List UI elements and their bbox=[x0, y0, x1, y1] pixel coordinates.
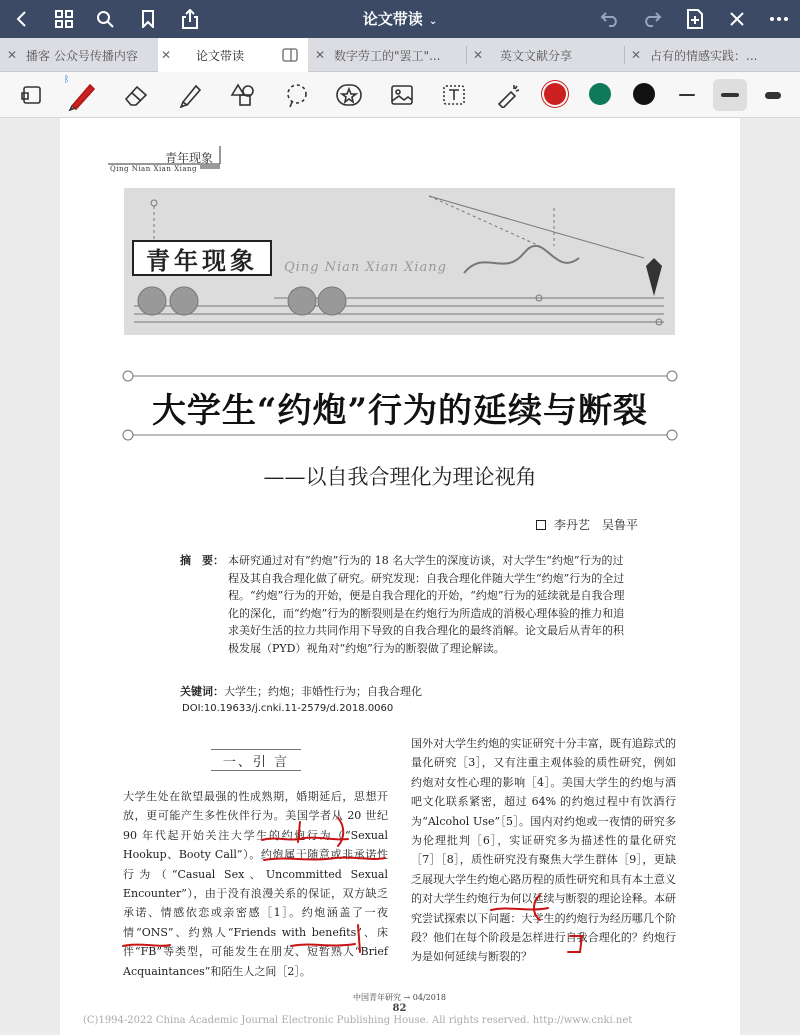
tab-label: 占有的情感实践：... bbox=[650, 48, 758, 63]
chevron-down-icon: ⌄ bbox=[428, 16, 438, 27]
text-tool-button[interactable] bbox=[438, 79, 470, 111]
page-footer bbox=[353, 992, 446, 1014]
banner-title: 青年现象 bbox=[132, 240, 272, 276]
tab-digital-labor[interactable] bbox=[312, 38, 462, 72]
close-icon bbox=[728, 10, 746, 28]
chevron-left-icon bbox=[14, 10, 30, 28]
tab-paper-reading[interactable] bbox=[158, 38, 308, 72]
redo-icon bbox=[642, 11, 662, 27]
grid-view-button[interactable] bbox=[50, 5, 78, 33]
laser-pointer-button[interactable] bbox=[492, 79, 524, 111]
redo-button[interactable] bbox=[638, 5, 666, 33]
page-number: 82 bbox=[392, 1003, 407, 1014]
author-box-icon bbox=[536, 520, 546, 530]
line-width-swatch bbox=[721, 93, 739, 97]
share-button[interactable] bbox=[176, 5, 204, 33]
footer-journal: 中国青年研究 → 04/2018 bbox=[353, 993, 447, 1002]
share-icon bbox=[181, 9, 199, 29]
line-width-swatch bbox=[765, 92, 781, 99]
tab-label: 播客 公众号传播内容 bbox=[26, 48, 138, 63]
sticker-icon bbox=[335, 83, 363, 107]
abstract-text: 本研究通过对有“约炮”行为的 18 名大学生的深度访谈，对大学生“约炮”行为的过程及其自我合理化做了研究。研究发现：自我合理化伴随大学生“约炮”行为的全过程。“约炮”行为的开始，便是自我合理化的开始，“约炮”行为的延续就是自我合理化的深化，而“约炮”行为的断裂则是在约炮行为所造成的消极心理体验的推力和追求美好生活的拉力共同作用下导致的自我合理化的最终消解。论文最后从青年的积极发展（PYD）视角对“约炮”行为的断裂做了理论解读。 bbox=[228, 554, 625, 655]
tab-close-icon[interactable]: ✕ bbox=[160, 48, 172, 62]
line-width-swatch bbox=[679, 94, 695, 96]
pen-icon bbox=[66, 79, 98, 111]
image-tool-button[interactable] bbox=[386, 79, 418, 111]
back-button[interactable] bbox=[8, 5, 36, 33]
paper-title: 大学生“约炮”行为的延续与断裂 bbox=[151, 391, 649, 431]
copyright-line: (C)1994-2022 China Academic Journal Electronic Publishing House. All rights reserved. http://www.cnki.net bbox=[83, 1015, 633, 1026]
body-column-right: 国外对大学生约炮的实证研究十分丰富，既有追踪式的量化研究［3］，又有注重主观体验的质性研究，例如约炮对女性心理的影响［4］。美国大学生的约炮与酒吧文化联系紧密，超过 64% 的约炮过程中有饮酒行为“Alcohol Use”［5］。国内对约炮或一夜情的研究多为伦理批判［6］，实证研究多为描述性的量化研究［7］［8］，质性研究没有聚焦大学生群体［9］，更缺乏展现大学生约炮心路历程的质性研究和具有本土意义的对大学生约炮行为何以延续与断裂的理论诠释。本研究尝试探索以下问题：大学生的约炮行为经历哪几个阶段？他们在每个阶段是怎样进行自我合理化的？约炮行为是如何延续与断裂的？ bbox=[411, 737, 676, 964]
read-mode-icon bbox=[21, 85, 43, 105]
keywords-text: 大学生；约炮；非婚性行为；自我合理化 bbox=[224, 685, 422, 698]
undo-button[interactable] bbox=[596, 5, 624, 33]
line-width-thin[interactable] bbox=[670, 79, 704, 111]
drawing-toolbar bbox=[0, 72, 800, 118]
section-tag-pinyin: Qing Nian Xian Xiang bbox=[110, 165, 197, 173]
search-button[interactable] bbox=[91, 5, 119, 33]
tab-separator bbox=[466, 46, 467, 64]
search-icon bbox=[96, 10, 114, 28]
abstract-block bbox=[180, 552, 630, 658]
tab-label: 论文带读 bbox=[196, 48, 245, 63]
paper-subtitle: ——以自我合理化为理论视角 bbox=[263, 465, 537, 489]
keywords-line bbox=[180, 683, 422, 699]
bookmark-button[interactable] bbox=[134, 5, 162, 33]
bluetooth-icon: ᛒ bbox=[64, 75, 70, 85]
line-width-thick[interactable] bbox=[756, 79, 790, 111]
add-page-button[interactable] bbox=[681, 5, 709, 33]
tab-close-icon[interactable]: ✕ bbox=[314, 48, 326, 62]
text-box-icon bbox=[442, 84, 466, 106]
tab-podcast[interactable] bbox=[4, 38, 154, 72]
section-banner-image bbox=[124, 188, 675, 335]
authors bbox=[536, 516, 638, 533]
line-width-medium[interactable] bbox=[713, 79, 747, 111]
section-heading-intro: 一、引 言 bbox=[211, 749, 301, 771]
split-view-icon[interactable] bbox=[282, 48, 298, 62]
document-title[interactable] bbox=[0, 8, 800, 29]
more-icon bbox=[769, 16, 789, 22]
top-app-bar bbox=[0, 0, 800, 38]
section-tag-cn: 青年现象 bbox=[165, 151, 214, 165]
color-swatch-green[interactable] bbox=[589, 83, 611, 105]
keywords-heading: 关键词： bbox=[180, 685, 224, 698]
tab-label: 英文文献分享 bbox=[500, 48, 573, 63]
banner-subtitle: Qing Nian Xian Xiang bbox=[284, 260, 447, 275]
lasso-icon bbox=[284, 82, 310, 108]
highlighter-icon bbox=[178, 82, 204, 108]
tab-english-papers[interactable] bbox=[470, 38, 620, 72]
tab-close-icon[interactable]: ✕ bbox=[472, 48, 484, 62]
doi: DOI:10.19633/j.cnki.11-2579/d.2018.0060 bbox=[182, 703, 394, 714]
color-swatch-black[interactable] bbox=[633, 83, 655, 105]
sticker-tool-button[interactable] bbox=[333, 79, 365, 111]
tab-possessive-emotion[interactable] bbox=[628, 38, 800, 72]
eraser-tool-button[interactable] bbox=[120, 79, 152, 111]
close-pen-button[interactable] bbox=[723, 5, 751, 33]
pen-tool-button[interactable] bbox=[64, 75, 98, 111]
grid-icon bbox=[55, 10, 73, 28]
tab-close-icon[interactable]: ✕ bbox=[6, 48, 18, 62]
bookmark-icon bbox=[141, 10, 155, 28]
tab-separator bbox=[624, 46, 625, 64]
shapes-icon bbox=[230, 83, 256, 107]
lasso-tool-button[interactable] bbox=[281, 79, 313, 111]
color-swatch-red[interactable] bbox=[544, 83, 566, 105]
image-icon bbox=[390, 84, 414, 106]
laser-pointer-icon bbox=[495, 82, 521, 108]
tab-bar bbox=[0, 38, 800, 72]
more-button[interactable] bbox=[765, 5, 793, 33]
body-column-left: 大学生处在欲望最强的性成熟期，婚期延后，思想开放，更可能产生多性伙伴行为。美国学者从 20 世纪 90 年代起开始关注大学生的约炮行为（“Sexual Hookup、Booty Call”）。约炮属于随意或非承诺性行为（“Casual Sex、Uncommitted Sexual Encounter”），由于没有浪漫关系的保证，双方缺乏承诺、情感依恋或亲密感［1］。约炮涵盖了一夜情“ONS”、约熟人“Friends with benefits”、床伴“FB”等类型，可能发生在朋友、短暂熟人“Brief Acquaintances”和陌生人之间［2］。 bbox=[123, 790, 388, 978]
lasso-read-mode-button[interactable] bbox=[16, 79, 48, 111]
abstract-heading: 摘 要： bbox=[180, 554, 224, 567]
eraser-icon bbox=[123, 83, 149, 107]
highlighter-tool-button[interactable] bbox=[175, 79, 207, 111]
tab-label: 数字劳工的"罢工"... bbox=[334, 48, 441, 63]
add-page-icon bbox=[686, 9, 704, 29]
tab-close-icon[interactable]: ✕ bbox=[630, 48, 642, 62]
author-names: 李丹艺 吴鲁平 bbox=[554, 518, 639, 532]
undo-icon bbox=[600, 11, 620, 27]
document-title-text: 论文带读 bbox=[362, 10, 423, 28]
shapes-tool-button[interactable] bbox=[227, 79, 259, 111]
